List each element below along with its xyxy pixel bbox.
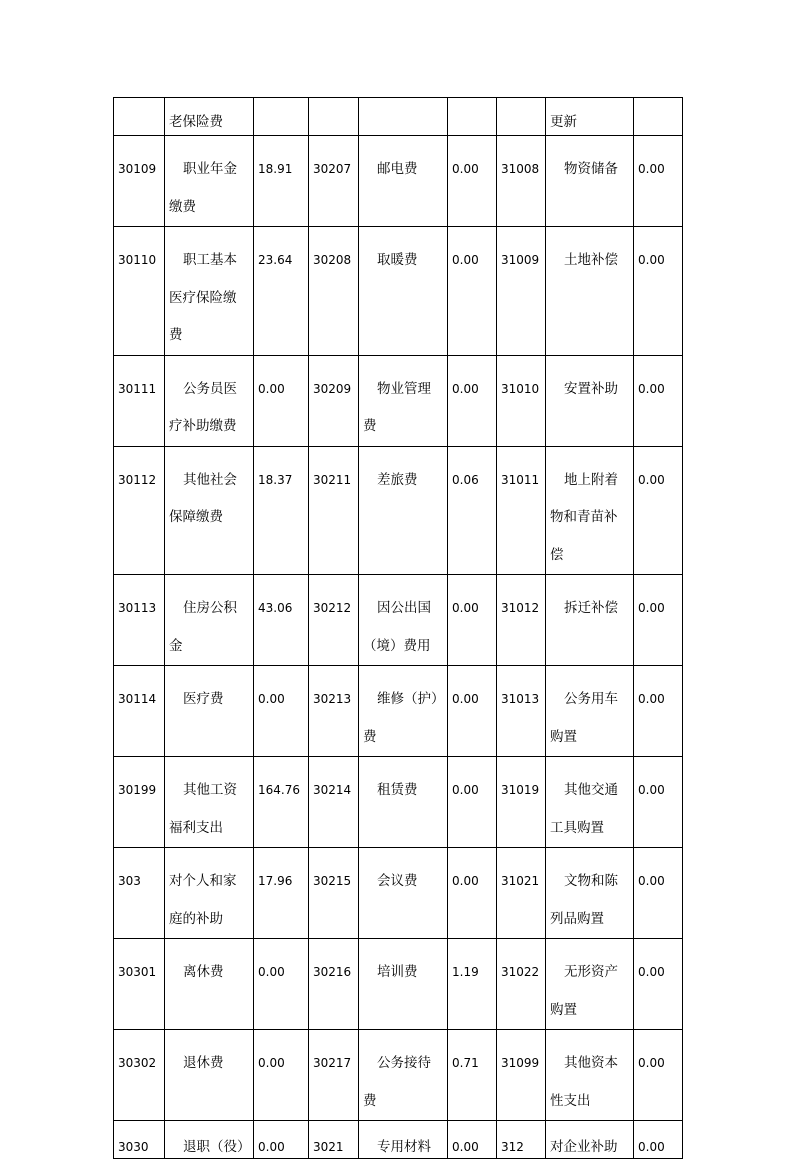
item-name-cell: 无形资产购置 [546,939,634,1030]
item-name-cell: 对个人和家庭的补助 [165,848,254,939]
code-cell: 31022 [497,939,546,1030]
amount-cell: 0.00 [634,939,683,1030]
code-cell: 30213 [309,666,359,757]
item-name-cell: 取暖费 [359,227,448,356]
code-cell: 30216 [309,939,359,1030]
code-cell: 31019 [497,757,546,848]
code-cell: 30211 [309,446,359,575]
table-row [114,939,683,1030]
item-name-cell: 退休费 [165,1030,254,1121]
amount-cell: 0.00 [634,227,683,356]
amount-cell [448,98,497,136]
code-cell: 30208 [309,227,359,356]
code-cell: 30209 [309,355,359,446]
amount-cell: 0.00 [254,666,309,757]
item-name-cell: 拆迁补偿 [546,575,634,666]
item-name-cell: 职业年金缴费 [165,136,254,227]
item-name-cell: 公务接待费 [359,1030,448,1121]
item-name-cell: 维修（护）费 [359,666,448,757]
item-name-cell: 老保险费 [165,98,254,136]
item-name-cell: 其他交通工具购置 [546,757,634,848]
code-cell: 30207 [309,136,359,227]
amount-cell: 0.00 [448,355,497,446]
item-name-cell: 培训费 [359,939,448,1030]
code-cell: 30302 [114,1030,165,1121]
code-cell: 31008 [497,136,546,227]
code-cell: 30114 [114,666,165,757]
item-name-cell: 对企业补助 [546,1121,634,1159]
code-cell: 30199 [114,757,165,848]
amount-cell: 0.71 [448,1030,497,1121]
amount-cell: 0.00 [634,1121,683,1159]
table-row [114,98,683,136]
item-name-cell: 安置补助 [546,355,634,446]
item-name-cell: 差旅费 [359,446,448,575]
code-cell: 30301 [114,939,165,1030]
amount-cell: 0.00 [448,848,497,939]
item-name-cell: 因公出国（境）费用 [359,575,448,666]
amount-cell: 0.00 [634,1030,683,1121]
code-cell: 30214 [309,757,359,848]
table-row [114,575,683,666]
code-cell: 30212 [309,575,359,666]
budget-expense-table [113,97,683,1159]
item-name-cell: 公务员医疗补助缴费 [165,355,254,446]
amount-cell: 0.00 [448,757,497,848]
item-name-cell: 专用材料 [359,1121,448,1159]
table-row [114,1121,683,1159]
item-name-cell: 职工基本医疗保险缴费 [165,227,254,356]
amount-cell: 0.00 [448,136,497,227]
code-cell: 3021 [309,1121,359,1159]
item-name-cell: 退职（役） [165,1121,254,1159]
code-cell: 30111 [114,355,165,446]
amount-cell: 0.00 [634,575,683,666]
amount-cell: 0.00 [634,136,683,227]
code-cell: 31013 [497,666,546,757]
item-name-cell: 离休费 [165,939,254,1030]
item-name-cell: 其他社会保障缴费 [165,446,254,575]
item-name-cell: 住房公积金 [165,575,254,666]
amount-cell: 18.37 [254,446,309,575]
amount-cell: 0.00 [634,446,683,575]
item-name-cell: 土地补偿 [546,227,634,356]
table-row [114,227,683,356]
amount-cell: 0.00 [448,227,497,356]
amount-cell: 17.96 [254,848,309,939]
code-cell: 31012 [497,575,546,666]
item-name-cell: 地上附着物和青苗补偿 [546,446,634,575]
item-name-cell: 更新 [546,98,634,136]
amount-cell: 0.00 [634,355,683,446]
code-cell: 3030 [114,1121,165,1159]
code-cell: 30112 [114,446,165,575]
item-name-cell: 文物和陈列品购置 [546,848,634,939]
code-cell: 30215 [309,848,359,939]
code-cell: 31010 [497,355,546,446]
code-cell: 30217 [309,1030,359,1121]
item-name-cell [359,98,448,136]
code-cell [309,98,359,136]
amount-cell: 0.00 [634,757,683,848]
table-row [114,848,683,939]
code-cell: 31099 [497,1030,546,1121]
item-name-cell: 租赁费 [359,757,448,848]
amount-cell: 0.00 [448,575,497,666]
amount-cell [254,98,309,136]
table-row [114,446,683,575]
item-name-cell: 其他工资福利支出 [165,757,254,848]
amount-cell: 0.00 [254,355,309,446]
item-name-cell: 物资储备 [546,136,634,227]
table-row [114,355,683,446]
item-name-cell: 邮电费 [359,136,448,227]
amount-cell: 23.64 [254,227,309,356]
item-name-cell: 其他资本性支出 [546,1030,634,1121]
code-cell [114,98,165,136]
table-row [114,757,683,848]
code-cell [497,98,546,136]
code-cell: 31009 [497,227,546,356]
amount-cell: 0.00 [254,1030,309,1121]
table-row [114,136,683,227]
amount-cell: 0.00 [634,666,683,757]
amount-cell: 0.00 [448,666,497,757]
item-name-cell: 公务用车购置 [546,666,634,757]
item-name-cell: 会议费 [359,848,448,939]
amount-cell: 0.00 [254,939,309,1030]
amount-cell: 1.19 [448,939,497,1030]
amount-cell: 0.00 [634,848,683,939]
item-name-cell: 物业管理费 [359,355,448,446]
code-cell: 30110 [114,227,165,356]
amount-cell: 0.00 [254,1121,309,1159]
code-cell: 31011 [497,446,546,575]
code-cell: 30109 [114,136,165,227]
amount-cell: 43.06 [254,575,309,666]
code-cell: 30113 [114,575,165,666]
code-cell: 303 [114,848,165,939]
amount-cell: 0.06 [448,446,497,575]
table-row [114,1030,683,1121]
item-name-cell: 医疗费 [165,666,254,757]
amount-cell: 164.76 [254,757,309,848]
code-cell: 31021 [497,848,546,939]
amount-cell: 0.00 [448,1121,497,1159]
amount-cell [634,98,683,136]
table-row [114,666,683,757]
code-cell: 312 [497,1121,546,1159]
amount-cell: 18.91 [254,136,309,227]
